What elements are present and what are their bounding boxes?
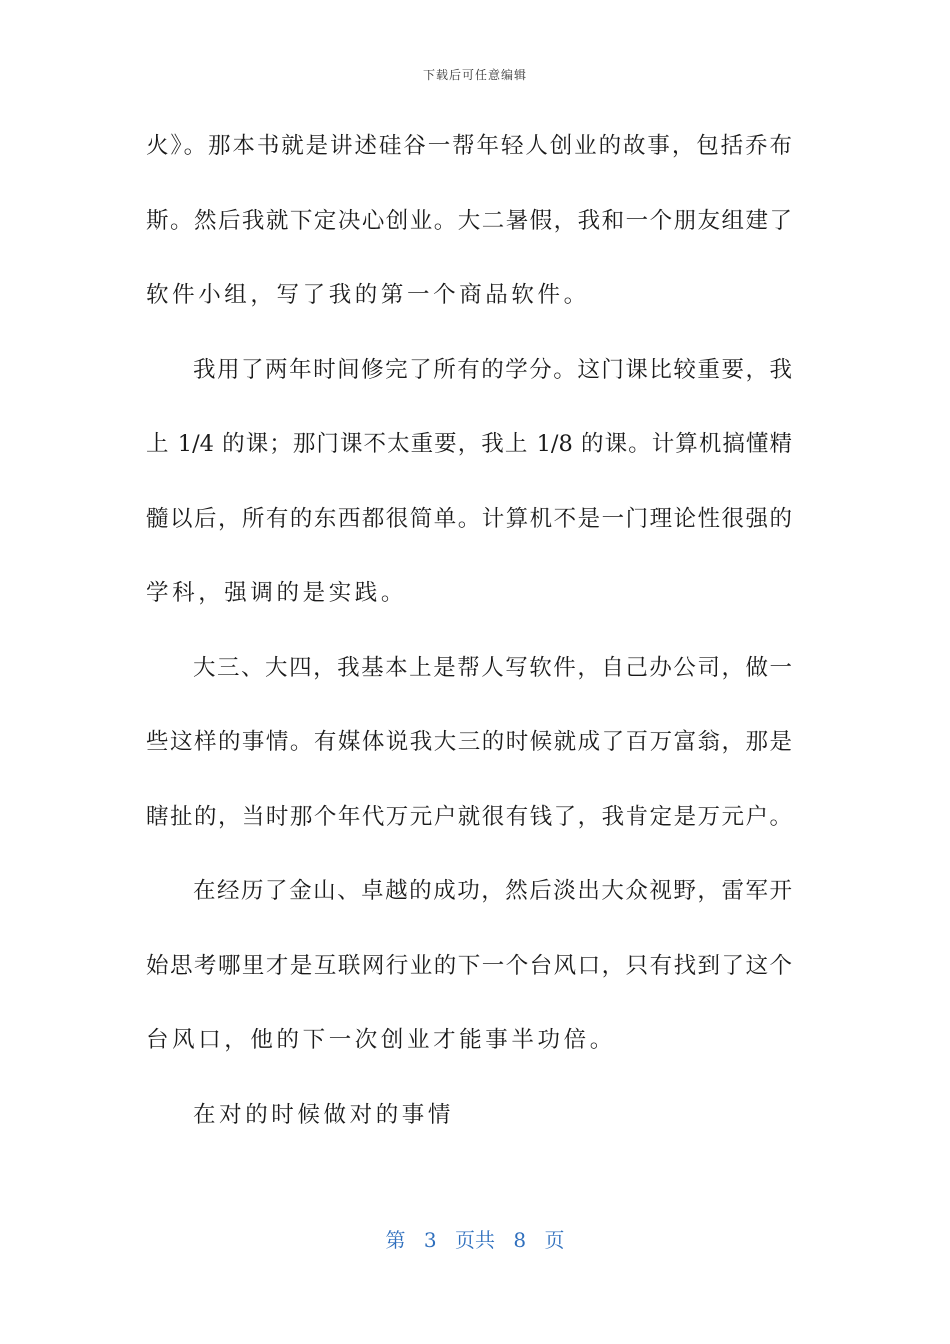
page-label-suffix: 页 xyxy=(544,1228,565,1252)
text-line: 斯。然后我就下定决心创业。大二暑假，我和一个朋友组建了 xyxy=(146,207,792,234)
text-line: 髓以后，所有的东西都很简单。计算机不是一门理论性很强的 xyxy=(146,505,792,532)
text-line: 火》。那本书就是讲述硅谷一帮年轻人创业的故事，包括乔布 xyxy=(146,133,792,159)
total-pages-number: 8 xyxy=(513,1228,527,1252)
section-heading-line: 在对的时候做对的事情 xyxy=(193,1101,455,1128)
page-footer xyxy=(0,1224,950,1253)
text-line: 台风口，他的下一次创业才能事半功倍。 xyxy=(146,1027,616,1053)
text-line: 上 1/4 的课；那门课不太重要，我上 1/8 的课。计算机搞懂精 xyxy=(146,431,792,457)
paragraph-start-line: 在经历了金山、卓越的成功，然后淡出大众视野，雷军开 xyxy=(193,878,792,904)
page-header: 下载后可任意编辑 xyxy=(422,68,527,82)
paragraph-start-line: 我用了两年时间修完了所有的学分。这门课比较重要，我 xyxy=(193,356,792,383)
text-line: 学科，强调的是实践。 xyxy=(146,580,408,606)
text-line: 瞎扯的，当时那个年代万元户就很有钱了，我肯定是万元户。 xyxy=(146,803,792,830)
text-line: 些这样的事情。有媒体说我大三的时候就成了百万富翁，那是 xyxy=(146,729,792,755)
text-line: 始思考哪里才是互联网行业的下一个台风口，只有找到了这个 xyxy=(146,952,792,979)
document-body xyxy=(146,118,792,1161)
paragraph-start-line: 大三、大四，我基本上是帮人写软件，自己办公司，做一 xyxy=(193,654,792,681)
current-page-number: 3 xyxy=(423,1228,437,1252)
page-label-prefix: 第 xyxy=(385,1228,406,1252)
page-label-mid: 页共 xyxy=(455,1228,495,1252)
text-line: 软件小组，写了我的第一个商品软件。 xyxy=(146,282,590,308)
